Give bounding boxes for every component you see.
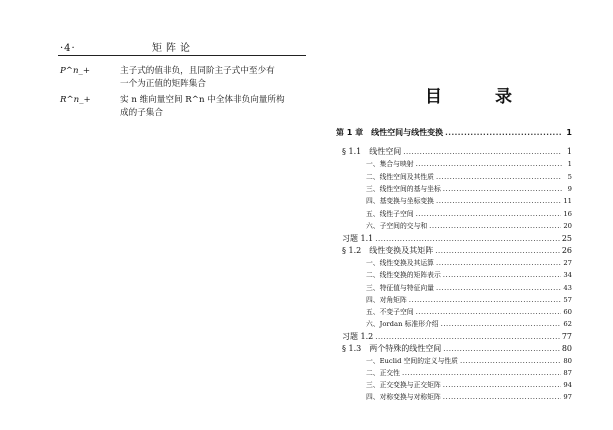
toc-entry-item[interactable]: 一、集合与映射 ..... 1 — [366, 159, 572, 170]
toc-entry-item[interactable]: 五、线性子空间 ..... 16 — [366, 209, 572, 220]
running-title: 矩阵论 — [152, 43, 194, 54]
toc-entry-item[interactable]: 二、线性空间及其性质 ..... 5 — [366, 172, 572, 183]
toc-entry-item[interactable]: 五、不变子空间 ..... 60 — [366, 307, 572, 318]
header-rule — [58, 55, 306, 56]
toc-entry-exercise[interactable]: 习题 1.1 ..... 25 — [342, 233, 572, 245]
toc-entry-item[interactable]: 四、对称变换与对称矩阵 ..... 97 — [366, 392, 572, 403]
running-head — [60, 39, 305, 54]
page-number: ·4· — [60, 43, 76, 54]
toc-entry-item[interactable]: 一、Euclid 空间的定义与性质 ..... 80 — [366, 356, 572, 367]
definition-symbol: P^n_+ — [60, 66, 91, 76]
definition-text: 主子式的值非负，且同阶主子式中至少有 一个为正值的矩阵集合 — [120, 66, 275, 89]
toc-entry-chapter[interactable]: 第 1 章 线性空间与线性变换 ..... 1 — [336, 127, 572, 139]
toc-entry-section[interactable]: § 1.3 两个特殊的线性空间 ..... 80 — [342, 343, 572, 355]
toc-entry-item[interactable]: 三、正交变换与正交矩阵 ..... 94 — [366, 380, 572, 391]
toc-entry-item[interactable]: 四、对角矩阵 ..... 57 — [366, 295, 572, 306]
toc-entry-item[interactable]: 三、线性空间的基与坐标 ..... 9 — [366, 184, 572, 195]
toc-entry-item[interactable]: 一、线性变换及其运算 ..... 27 — [366, 258, 572, 269]
toc-entry-section[interactable]: § 1.1 线性空间 ..... 1 — [342, 146, 572, 158]
toc-entry-section[interactable]: § 1.2 线性变换及其矩阵 ..... 26 — [342, 245, 572, 257]
toc-title: 目 录 — [425, 87, 530, 107]
toc-entry-item[interactable]: 六、Jordan 标准形介绍 ..... 62 — [366, 319, 572, 330]
definition-text: 实 n 维向量空间 R^n 中全体非负向量所构 成的子集合 — [120, 95, 285, 118]
toc-entry-item[interactable]: 六、子空间的交与和 ..... 20 — [366, 221, 572, 232]
toc-entry-item[interactable]: 三、特征值与特征向量 ..... 43 — [366, 283, 572, 294]
toc-entry-item[interactable]: 四、基变换与坐标变换 ..... 11 — [366, 196, 572, 207]
toc-entry-exercise[interactable]: 习题 1.2 ..... 77 — [342, 331, 572, 343]
definition-symbol: R^n_+ — [60, 95, 91, 105]
toc-entry-item[interactable]: 二、正交性 ..... 87 — [366, 368, 572, 379]
left-page — [0, 0, 306, 430]
toc-entry-item[interactable]: 二、线性变换的矩阵表示 ..... 34 — [366, 270, 572, 281]
